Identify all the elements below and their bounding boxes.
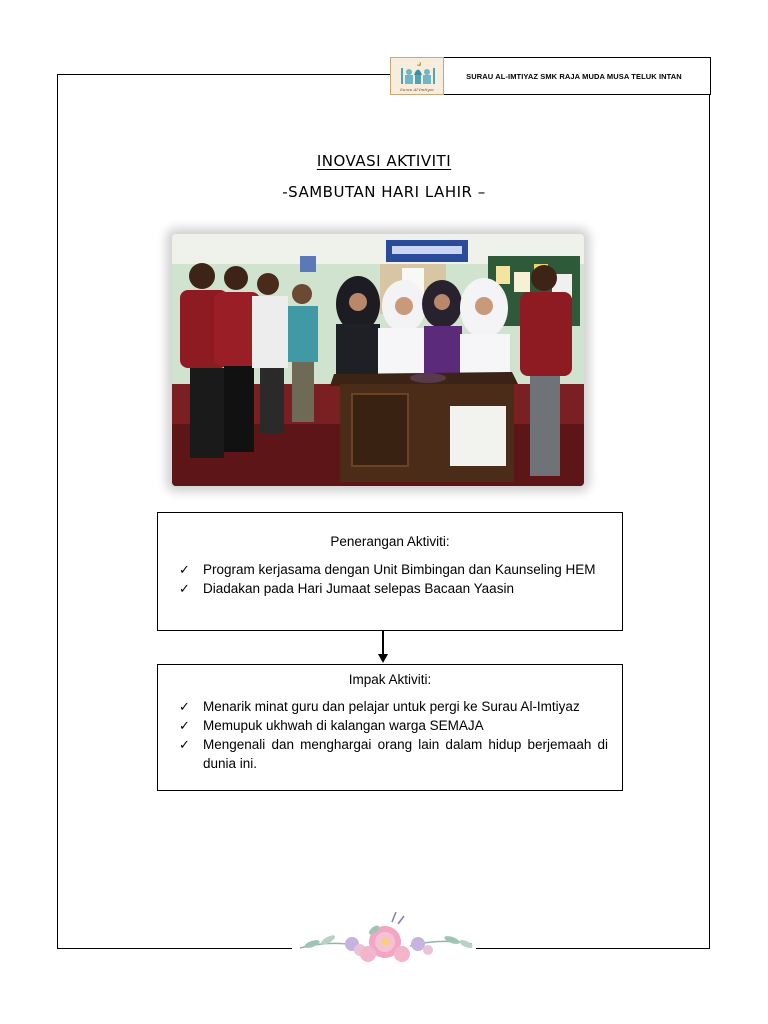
check-icon: ✓ — [179, 718, 190, 733]
description-box — [157, 512, 623, 631]
description-heading: Penerangan Aktiviti: — [330, 534, 450, 549]
check-icon: ✓ — [179, 737, 190, 752]
impact-list — [158, 697, 622, 773]
list-item — [179, 735, 608, 773]
description-list — [158, 560, 622, 598]
floral-ornament — [290, 910, 480, 968]
group-photo — [172, 234, 584, 486]
logo-caption: Surau Al-Imtiyaz — [400, 86, 434, 92]
check-icon: ✓ — [179, 581, 190, 596]
arrow-head-icon — [378, 654, 388, 663]
mosque-logo-icon — [390, 57, 444, 95]
list-item — [179, 560, 608, 579]
check-icon: ✓ — [179, 562, 190, 577]
list-item-text: Mengenali dan menghargai orang lain dalam hidup berjemaah di dunia ini. — [203, 737, 608, 771]
list-item-text: Menarik minat guru dan pelajar untuk pergi ke Surau Al-Imtiyaz — [203, 699, 580, 714]
page-subtitle: -SAMBUTAN HARI LAHIR – — [282, 183, 486, 201]
page-title: INOVASI AKTIVITI — [316, 152, 452, 170]
header-title: SURAU AL-IMTIYAZ SMK RAJA MUDA MUSA TELUK INTAN — [466, 71, 682, 81]
list-item — [179, 579, 608, 598]
list-item-text: Diadakan pada Hari Jumaat selepas Bacaan Yaasin — [203, 581, 514, 596]
list-item-text: Program kerjasama dengan Unit Bimbingan dan Kaunseling HEM — [203, 562, 596, 577]
impact-heading: Impak Aktiviti: — [348, 672, 432, 687]
impact-box — [157, 664, 623, 791]
header-box — [390, 57, 711, 95]
list-item — [179, 697, 608, 716]
list-item-text: Memupuk ukhwah di kalangan warga SEMAJA — [203, 718, 484, 733]
list-item — [179, 716, 608, 735]
check-icon: ✓ — [179, 699, 190, 714]
